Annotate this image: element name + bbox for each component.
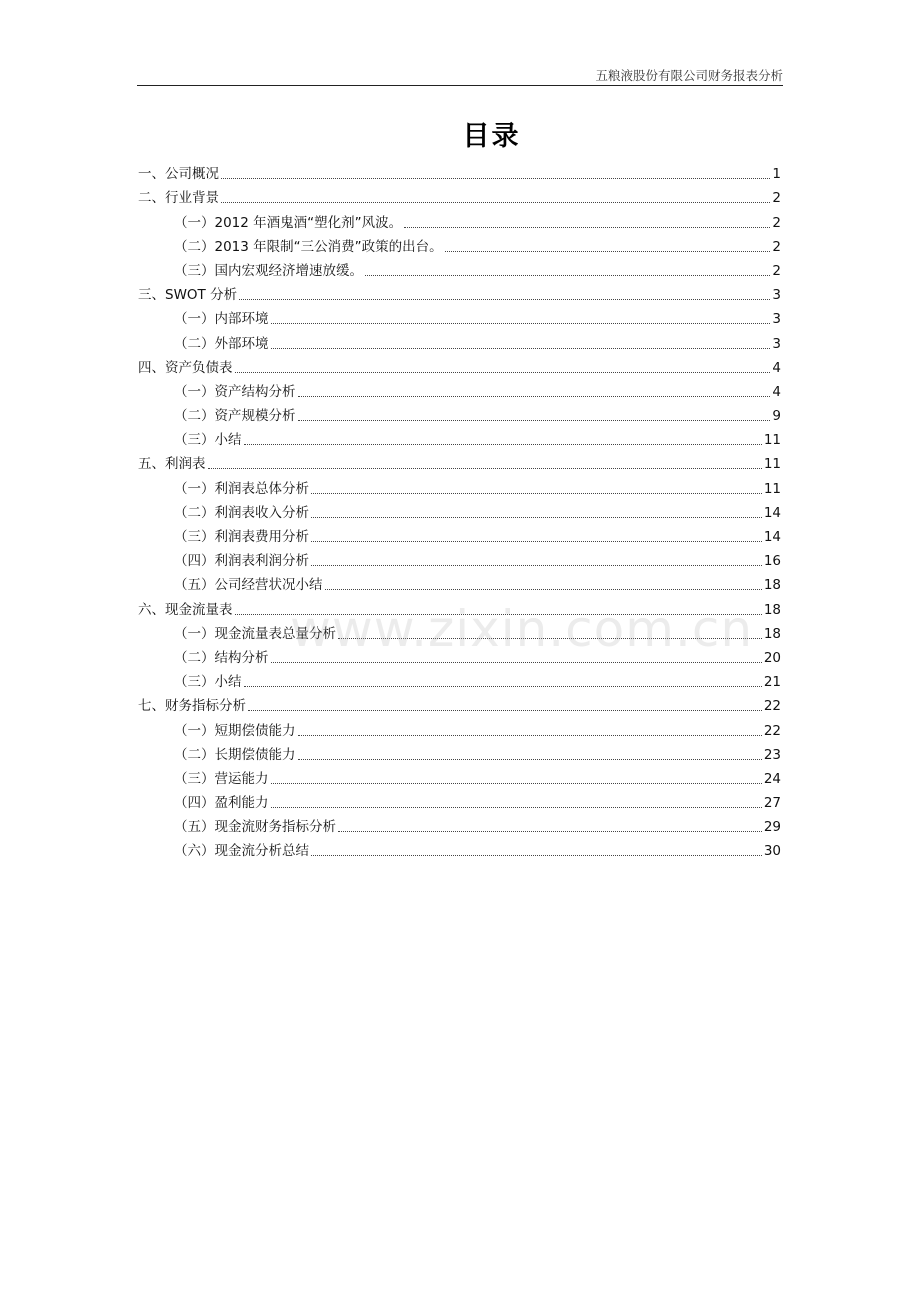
toc-dot-leader: [338, 638, 762, 639]
toc-entry-label: （四）盈利能力: [174, 795, 269, 812]
toc-entry-page-number: 22: [763, 722, 781, 739]
toc-entry[interactable]: [138, 620, 781, 644]
toc-entry-page-number: 27: [763, 795, 781, 812]
toc-entry-page-number: 3: [772, 311, 781, 328]
toc-entry[interactable]: [138, 426, 781, 450]
toc-dot-leader: [271, 323, 771, 324]
toc-dot-leader: [311, 517, 762, 518]
toc-dot-leader: [271, 348, 771, 349]
toc-entry-label: 三、SWOT 分析: [138, 287, 238, 304]
toc-entry[interactable]: [138, 837, 781, 861]
toc-entry-label: （二）2013 年限制“三公消费”政策的出台。: [174, 238, 443, 255]
toc-entry-page-number: 3: [772, 287, 781, 304]
toc-entry-page-number: 16: [763, 553, 781, 570]
toc-entry-page-number: 22: [763, 698, 781, 715]
toc-entry-label: （一）内部环境: [174, 311, 269, 328]
toc-entry[interactable]: [138, 402, 781, 426]
toc-dot-leader: [239, 299, 770, 300]
toc-entry-label: （三）国内宏观经济增速放缓。: [174, 262, 363, 279]
toc-dot-leader: [271, 662, 762, 663]
toc-entry-label: （三）营运能力: [174, 770, 269, 787]
toc-entry-page-number: 21: [763, 674, 781, 691]
toc-entry[interactable]: [138, 329, 781, 353]
toc-entry-page-number: 14: [763, 529, 781, 545]
toc-dot-leader: [221, 202, 770, 203]
toc-entry-label: 四、资产负债表: [138, 359, 233, 376]
toc-entry-page-number: 2: [772, 214, 781, 231]
toc-entry-label: 二、行业背景: [138, 190, 219, 207]
toc-entry-label: （五）公司经营状况小结: [174, 577, 323, 594]
toc-entry[interactable]: [138, 354, 781, 378]
toc-dot-leader: [235, 614, 762, 615]
toc-entry[interactable]: [138, 450, 781, 474]
toc-entry[interactable]: [138, 160, 781, 184]
toc-entry-page-number: 14: [763, 504, 781, 521]
toc-dot-leader: [298, 420, 771, 421]
toc-entry-page-number: 30: [763, 843, 781, 860]
toc-dot-leader: [311, 565, 762, 566]
toc-entry[interactable]: [138, 281, 781, 305]
table-of-contents: [138, 160, 781, 861]
toc-dot-leader: [235, 372, 771, 373]
toc-entry[interactable]: [138, 523, 781, 547]
toc-entry[interactable]: [138, 378, 781, 402]
toc-entry[interactable]: [138, 813, 781, 837]
toc-dot-leader: [311, 855, 762, 856]
toc-entry-label: （二）资产规模分析: [174, 408, 296, 425]
toc-dot-leader: [298, 735, 762, 736]
toc-entry[interactable]: [138, 741, 781, 765]
toc-entry[interactable]: [138, 474, 781, 498]
toc-dot-leader: [365, 275, 770, 276]
toc-entry-page-number: 2: [772, 262, 781, 279]
toc-entry-label: （二）长期偿债能力: [174, 746, 296, 763]
toc-dot-leader: [271, 807, 762, 808]
toc-entry[interactable]: [138, 668, 781, 692]
toc-entry[interactable]: [138, 692, 781, 716]
toc-entry[interactable]: [138, 257, 781, 281]
toc-entry-label: （五）现金流财务指标分析: [174, 819, 336, 836]
toc-dot-leader: [298, 396, 771, 397]
watermark: www.zixin.com.cn: [290, 600, 754, 658]
toc-entry-page-number: 3: [772, 335, 781, 352]
toc-entry-label: （一）2012 年酒鬼酒“塑化剂”风波。: [174, 214, 403, 231]
toc-dot-leader: [325, 589, 762, 590]
toc-dot-leader: [271, 783, 762, 784]
toc-dot-leader: [298, 759, 762, 760]
running-header: 五粮液股份有限公司财务报表分析: [595, 68, 783, 83]
toc-entry[interactable]: [138, 499, 781, 523]
toc-entry-page-number: 11: [763, 456, 781, 473]
toc-entry-label: （一）现金流量表总量分析: [174, 625, 336, 642]
toc-entry[interactable]: [138, 208, 781, 232]
toc-entry[interactable]: [138, 644, 781, 668]
toc-entry-page-number: 2: [772, 190, 781, 207]
toc-entry-page-number: 18: [763, 601, 781, 618]
toc-entry-page-number: 11: [763, 480, 781, 497]
toc-dot-leader: [311, 541, 762, 542]
toc-dot-leader: [311, 493, 762, 494]
toc-entry[interactable]: [138, 789, 781, 813]
toc-entry-page-number: 20: [763, 649, 781, 666]
toc-entry-page-number: 11: [763, 432, 781, 449]
page-title: 目录: [462, 121, 521, 152]
toc-dot-leader: [248, 710, 762, 711]
toc-entry-page-number: 4: [772, 383, 781, 400]
toc-entry[interactable]: [138, 184, 781, 208]
toc-dot-leader: [244, 444, 762, 445]
toc-entry-page-number: 24: [763, 770, 781, 787]
toc-entry-label: 一、公司概况: [138, 166, 219, 183]
toc-entry-page-number: 2: [772, 238, 781, 255]
toc-entry-page-number: 29: [763, 819, 781, 836]
toc-dot-leader: [404, 227, 770, 228]
toc-entry[interactable]: [138, 765, 781, 789]
toc-entry-label: （一）短期偿债能力: [174, 722, 296, 739]
toc-entry[interactable]: [138, 716, 781, 740]
toc-entry[interactable]: [138, 233, 781, 257]
toc-entry-page-number: 23: [763, 746, 781, 763]
toc-entry-label: （三）小结: [174, 432, 242, 449]
toc-entry[interactable]: [138, 571, 781, 595]
toc-entry-label: 五、利润表: [138, 456, 206, 473]
toc-entry-label: （一）资产结构分析: [174, 383, 296, 400]
toc-entry[interactable]: [138, 547, 781, 571]
toc-entry-label: （二）利润表收入分析: [174, 504, 309, 521]
toc-dot-leader: [244, 686, 762, 687]
toc-entry-page-number: 4: [772, 359, 781, 376]
toc-dot-leader: [208, 468, 762, 469]
toc-entry-page-number: 9: [772, 408, 781, 425]
toc-dot-leader: [221, 178, 770, 179]
toc-entry[interactable]: [138, 595, 781, 619]
toc-entry-page-number: 1: [772, 166, 781, 183]
header-rule: [137, 85, 783, 86]
toc-entry-page-number: 18: [763, 577, 781, 594]
toc-entry-label: （三）利润表费用分析: [174, 529, 309, 545]
toc-entry-label: （二）结构分析: [174, 649, 269, 666]
toc-dot-leader: [338, 831, 762, 832]
toc-entry-label: （六）现金流分析总结: [174, 843, 309, 860]
toc-entry-label: （二）外部环境: [174, 335, 269, 352]
toc-entry-label: （一）利润表总体分析: [174, 480, 309, 497]
toc-entry[interactable]: [138, 305, 781, 329]
toc-entry-page-number: 18: [763, 625, 781, 642]
toc-entry-label: （三）小结: [174, 674, 242, 691]
toc-dot-leader: [445, 251, 771, 252]
toc-entry-label: （四）利润表利润分析: [174, 553, 309, 570]
toc-entry-label: 六、现金流量表: [138, 601, 233, 618]
toc-entry-label: 七、财务指标分析: [138, 698, 246, 715]
